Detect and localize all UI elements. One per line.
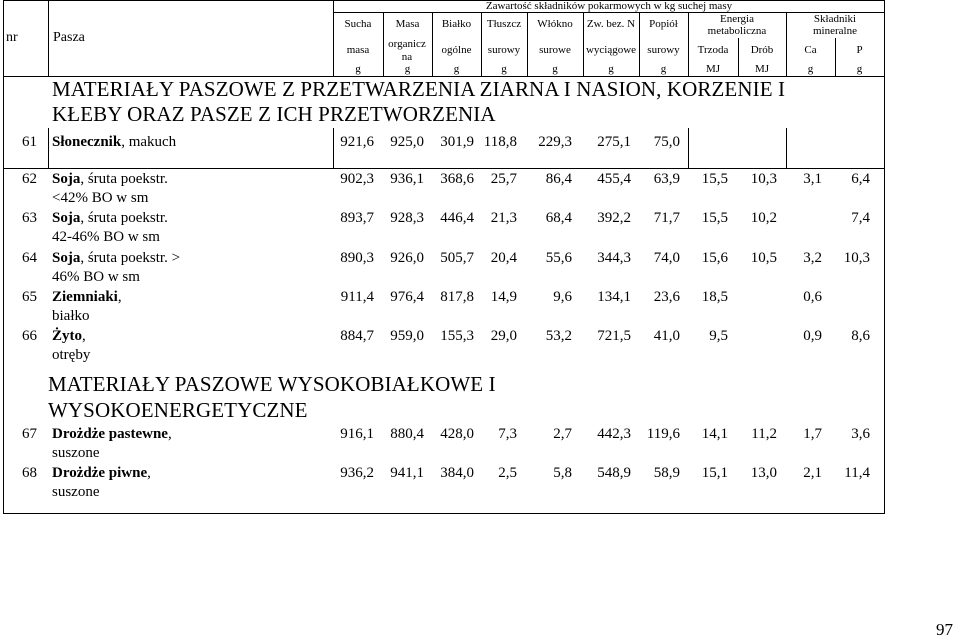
table-cell: 15,5 — [701, 210, 728, 226]
header-unit: g — [501, 63, 507, 75]
table-cell: 2,1 — [803, 465, 822, 481]
feed-name-line2: 46% BO w sm — [52, 269, 140, 285]
feed-name-bold: Soja — [52, 210, 81, 226]
table-cell: 446,4 — [440, 210, 474, 226]
feed-name — [52, 171, 168, 188]
table-cell: 8,6 — [851, 328, 870, 344]
page-number: 97 — [936, 620, 953, 639]
table-cell: 5,8 — [553, 465, 572, 481]
header-col: Włókno — [537, 18, 573, 30]
section-heading: MATERIAŁY PASZOWE WYSOKOBIAŁKOWE I WYSOKOENERGETYCZNE — [48, 372, 496, 422]
table-cell: 442,3 — [597, 426, 631, 442]
feed-name — [52, 210, 168, 227]
table-cell: 55,6 — [545, 250, 572, 266]
table-cell: 3,6 — [851, 426, 870, 442]
header-col: Masa — [395, 18, 420, 30]
table-cell: 3,2 — [803, 250, 822, 266]
table-cell: 10,5 — [750, 250, 777, 266]
header-sub: Drób — [750, 44, 774, 56]
feed-name-line2: <42% BO w sm — [52, 190, 149, 206]
header-unit: g — [355, 63, 361, 75]
table-cell: 7,3 — [498, 426, 517, 442]
row-number: 64 — [22, 250, 37, 266]
feed-name-line2: suszone — [52, 445, 100, 461]
table-cell: 505,7 — [440, 250, 474, 266]
header-group-title: Zawartość składników pokarmowych w kg suchej masy — [485, 0, 733, 12]
header-col: Tłuszcz — [486, 18, 522, 30]
row-number: 61 — [22, 134, 37, 150]
table-cell: 53,2 — [545, 328, 572, 344]
header-unit: g — [552, 63, 558, 75]
header-col: Białko — [441, 18, 472, 30]
row-number: 63 — [22, 210, 37, 226]
header-col-energy: Energia metaboliczna — [707, 13, 767, 37]
table-cell: 0,9 — [803, 328, 822, 344]
table-cell: 2,5 — [498, 465, 517, 481]
table-cell: 119,6 — [646, 426, 680, 442]
table-cell: 155,3 — [440, 328, 474, 344]
table-cell: 884,7 — [340, 328, 374, 344]
header-unit: MJ — [705, 63, 721, 75]
table-cell: 11,4 — [844, 465, 870, 481]
table-cell: 6,4 — [851, 171, 870, 187]
table-cell: 20,4 — [490, 250, 517, 266]
feed-name-line2: białko — [52, 308, 90, 324]
table-cell: 118,8 — [483, 134, 517, 150]
table-cell: 25,7 — [490, 171, 517, 187]
feed-name-rest: , — [82, 328, 86, 344]
feed-name — [52, 328, 86, 345]
row-number: 68 — [22, 465, 37, 481]
header-sub: masa — [346, 44, 370, 56]
table-cell: 7,4 — [851, 210, 870, 226]
table-cell: 936,2 — [340, 465, 374, 481]
table-cell: 301,9 — [440, 134, 474, 150]
table-cell: 275,1 — [597, 134, 631, 150]
header-col-minerals: Składniki mineralne — [813, 13, 857, 37]
table-cell: 548,9 — [597, 465, 631, 481]
table-cell: 428,0 — [440, 426, 474, 442]
feed-name-bold: Ziemniaki — [52, 289, 118, 305]
table-cell: 75,0 — [653, 134, 680, 150]
table-cell: 21,3 — [490, 210, 517, 226]
table-cell: 916,1 — [340, 426, 374, 442]
table-cell: 880,4 — [390, 426, 424, 442]
table-cell: 1,7 — [803, 426, 822, 442]
feed-name-rest: , śruta poekstr. — [80, 171, 168, 187]
feed-name — [52, 250, 180, 267]
table-cell: 11,2 — [751, 426, 777, 442]
table-cell: 10,3 — [843, 250, 870, 266]
header-unit: g — [807, 63, 814, 75]
table-cell: 925,0 — [390, 134, 424, 150]
table-cell: 926,0 — [390, 250, 424, 266]
table-cell: 18,5 — [701, 289, 728, 305]
table-cell: 29,0 — [490, 328, 517, 344]
header-sub: Trzoda — [697, 44, 729, 56]
header-sub: surowy — [487, 44, 521, 56]
feed-name-bold: Soja — [52, 171, 81, 187]
feed-name-rest: , makuch — [121, 134, 177, 150]
table-cell: 817,8 — [440, 289, 474, 305]
table-cell: 74,0 — [653, 250, 680, 266]
table-cell: 41,0 — [653, 328, 680, 344]
feed-name — [52, 289, 122, 306]
table-cell: 344,3 — [597, 250, 631, 266]
table-cell: 392,2 — [597, 210, 631, 226]
feed-name-rest: , śruta poekstr. > — [80, 250, 181, 266]
feed-name-bold: Soja — [52, 250, 81, 266]
header-pasza: Pasza — [53, 30, 85, 45]
row-number: 62 — [22, 171, 37, 187]
feed-name-bold: Słonecznik — [52, 134, 122, 150]
table-cell: 3,1 — [803, 171, 822, 187]
header-unit: g — [608, 63, 614, 75]
table-cell: 921,6 — [340, 134, 374, 150]
table-cell: 15,1 — [701, 465, 728, 481]
table-cell: 86,4 — [545, 171, 572, 187]
table-cell: 0,6 — [803, 289, 822, 305]
table-cell: 384,0 — [440, 465, 474, 481]
table-cell: 928,3 — [390, 210, 424, 226]
table-cell: 890,3 — [340, 250, 374, 266]
header-unit: g — [404, 63, 411, 75]
header-nr: nr — [6, 30, 18, 45]
section-heading: MATERIAŁY PASZOWE Z PRZETWARZENIA ZIARNA I NASION, KORZENIE I KŁEBY ORAZ PASZE Z ICH PRZETWORZENIA — [52, 77, 786, 126]
row-number: 66 — [22, 328, 37, 344]
table-cell: 976,4 — [390, 289, 424, 305]
table-cell: 10,3 — [750, 171, 777, 187]
table-cell: 893,7 — [340, 210, 374, 226]
table-cell: 13,0 — [750, 465, 777, 481]
header-sub: surowe — [539, 44, 571, 56]
table-cell: 9,5 — [709, 328, 728, 344]
table-cell: 15,5 — [701, 171, 728, 187]
feed-name — [52, 426, 172, 443]
table-cell: 15,6 — [701, 250, 728, 266]
feed-name-bold: Żyto — [52, 328, 82, 344]
feed-name-rest: , śruta poekstr. — [80, 210, 168, 226]
table-cell: 368,6 — [440, 171, 474, 187]
feed-name — [52, 465, 151, 482]
table-cell: 63,9 — [653, 171, 680, 187]
table-cell: 23,6 — [653, 289, 680, 305]
header-col: Zw. bez. N — [586, 18, 636, 30]
table-cell: 134,1 — [597, 289, 631, 305]
header-unit: g — [660, 63, 667, 75]
table-cell: 902,3 — [340, 171, 374, 187]
feed-name-rest: , — [147, 465, 151, 481]
header-sub: surowy — [647, 44, 680, 56]
table-cell: 2,7 — [553, 426, 572, 442]
table-cell: 229,3 — [538, 134, 572, 150]
table-cell: 14,1 — [701, 426, 728, 442]
header-unit: MJ — [754, 63, 770, 75]
feed-name-rest: , — [167, 426, 172, 442]
feed-name-bold: Drożdże pastewne — [52, 426, 168, 442]
table-cell: 941,1 — [390, 465, 424, 481]
table-cell: 911,4 — [340, 289, 374, 305]
header-sub: ogólne — [441, 44, 472, 56]
feed-name-bold: Drożdże piwne — [52, 465, 148, 481]
table-cell: 58,9 — [653, 465, 680, 481]
feed-name-line2: otręby — [52, 347, 91, 363]
table-cell: 71,7 — [653, 210, 680, 226]
row-number: 65 — [22, 289, 37, 305]
table-cell: 936,1 — [390, 171, 424, 187]
table-cell: 9,6 — [553, 289, 572, 305]
header-sub: Ca — [804, 44, 817, 56]
table-cell: 14,9 — [490, 289, 517, 305]
table-cell: 68,4 — [545, 210, 572, 226]
table-cell: 959,0 — [390, 328, 424, 344]
feed-name-rest: , — [117, 289, 122, 305]
table-cell: 455,4 — [597, 171, 631, 187]
header-sub: organiczna — [388, 38, 426, 63]
header-sub: wyciągowe — [585, 44, 637, 56]
header-sub: P — [856, 44, 863, 56]
header-unit: g — [453, 63, 460, 75]
table-cell: 10,2 — [750, 210, 777, 226]
feed-name — [52, 134, 176, 151]
header-col: Sucha — [344, 18, 372, 30]
row-number: 67 — [22, 426, 37, 442]
feed-name-line2: 42-46% BO w sm — [52, 229, 160, 245]
table-cell: 721,5 — [597, 328, 631, 344]
header-col: Popiół — [649, 18, 678, 30]
feed-name-line2: suszone — [52, 484, 100, 500]
header-unit: g — [856, 63, 863, 75]
